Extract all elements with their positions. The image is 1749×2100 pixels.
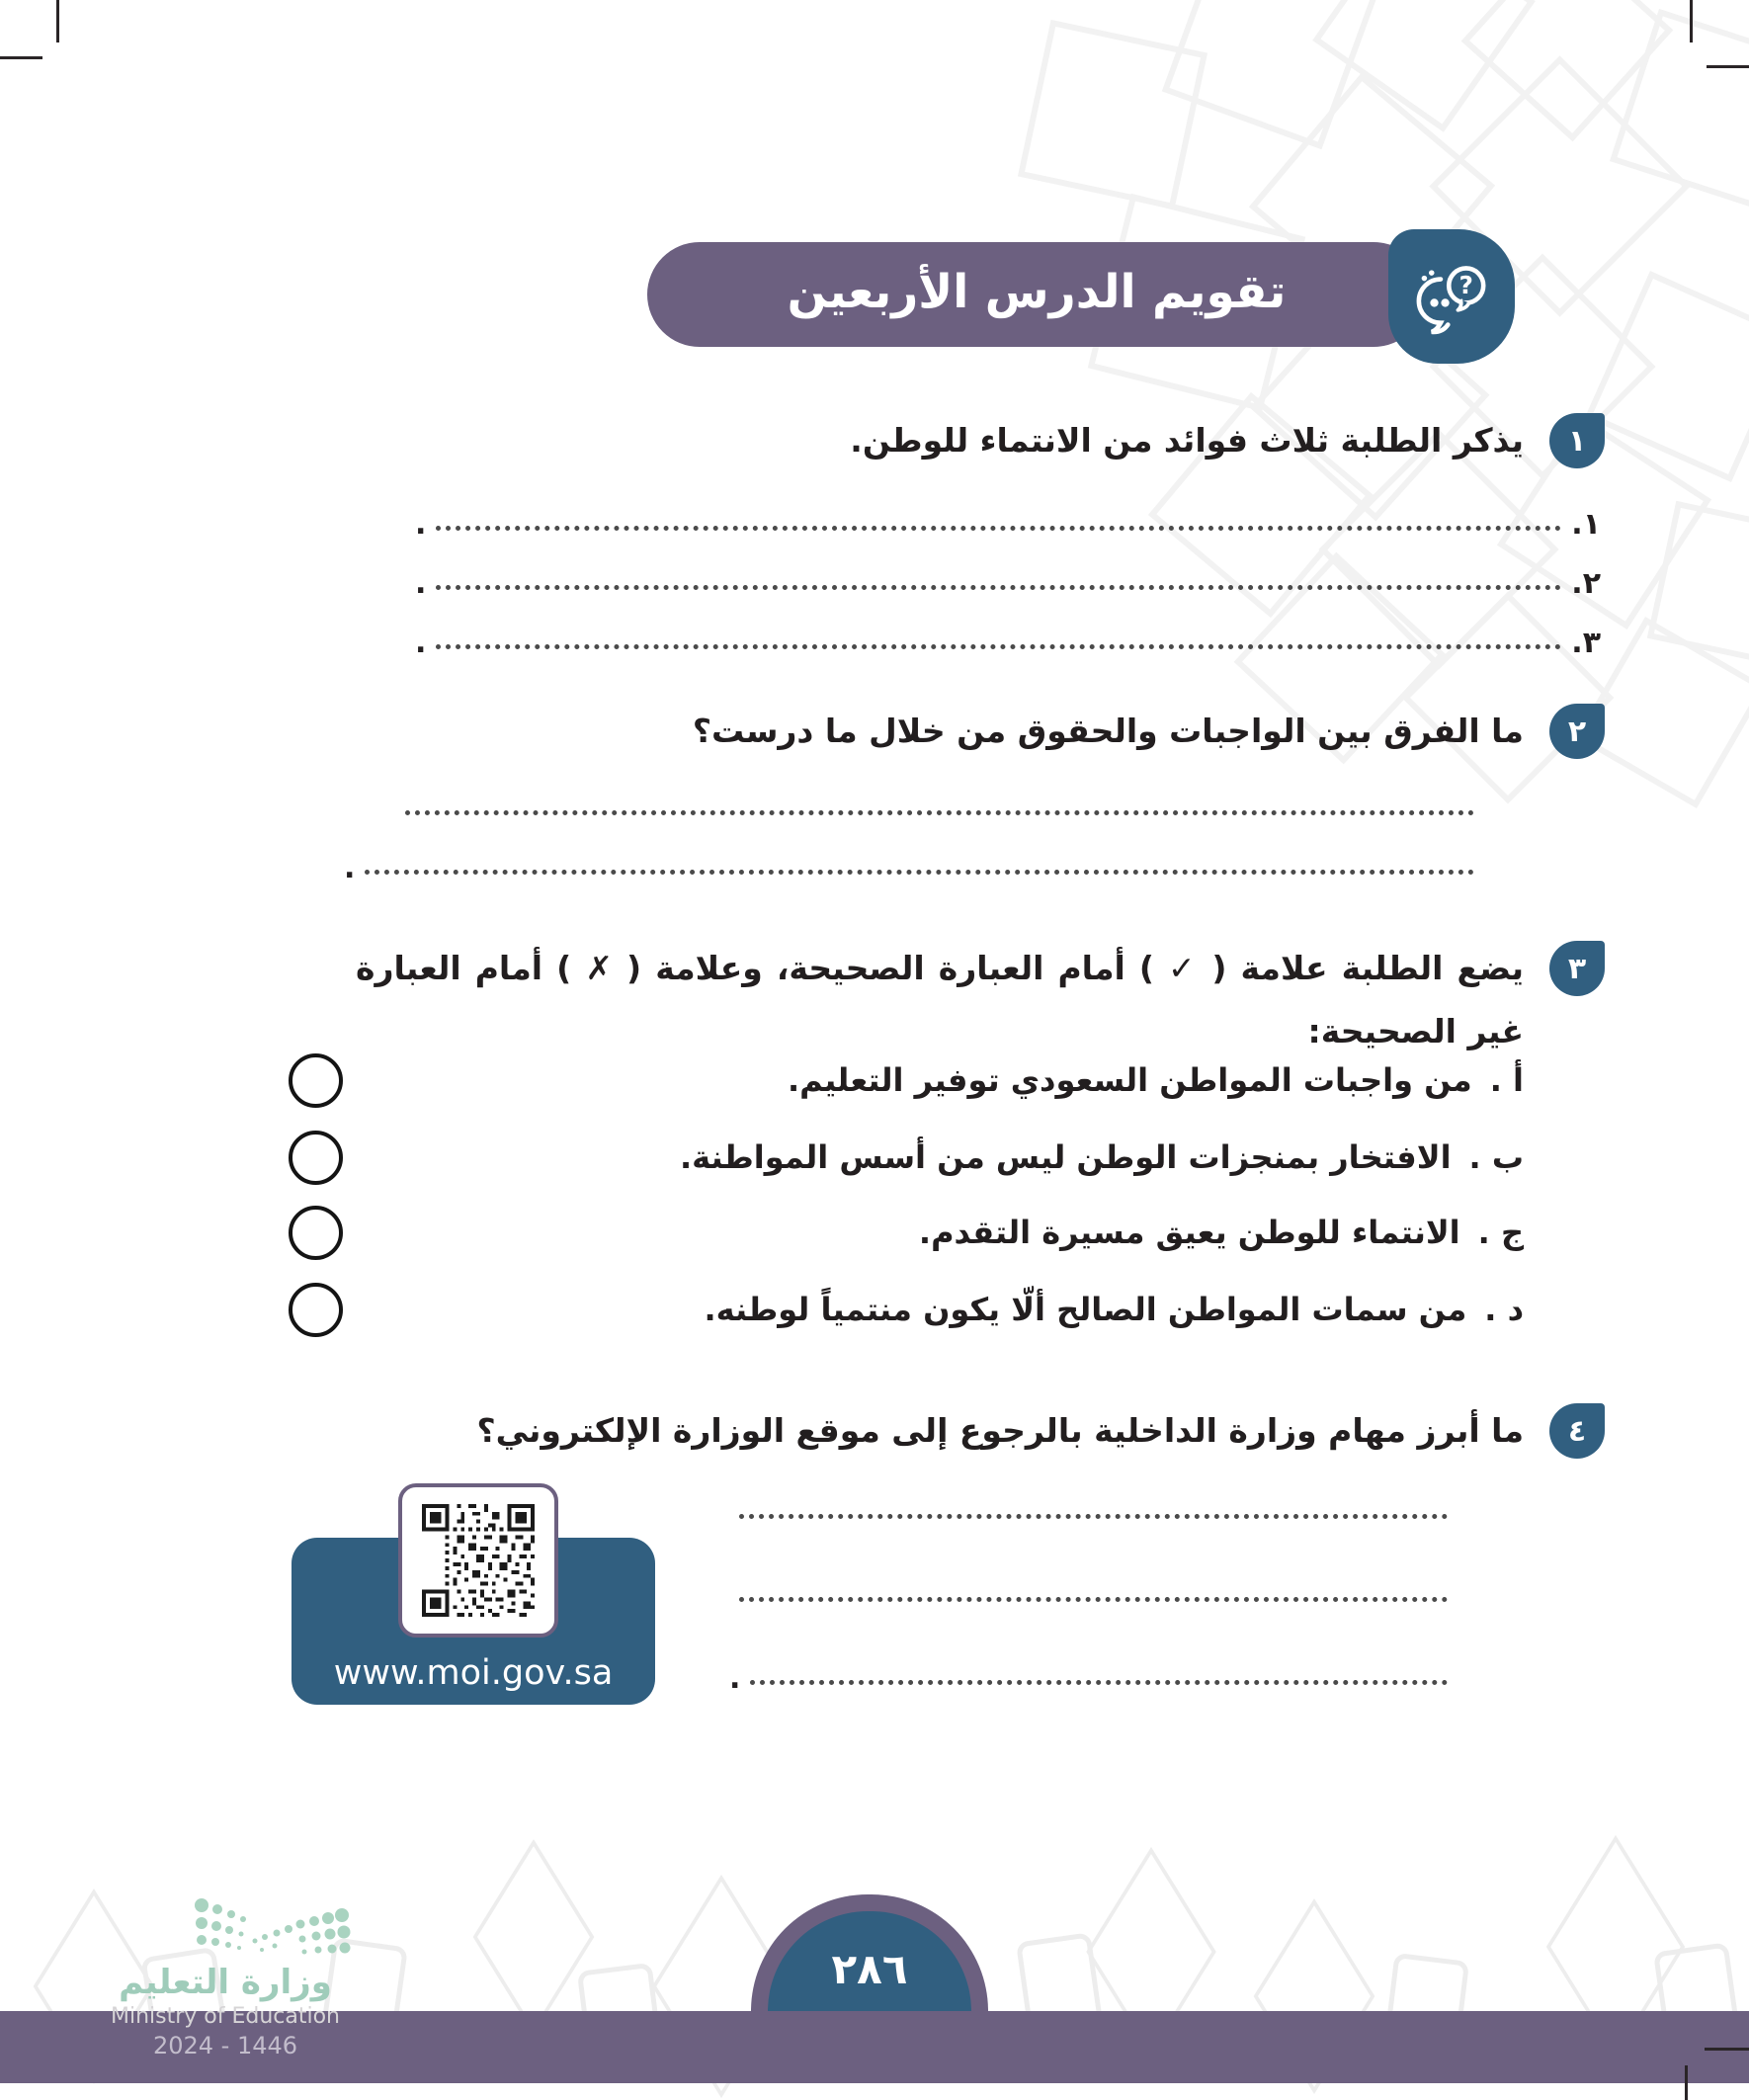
qr-link-block [292, 1477, 657, 1707]
crop-mark [56, 0, 59, 42]
question-4-number: ٤ [1567, 1413, 1587, 1449]
answer-line [395, 787, 1484, 824]
statement-text: من واجبات المواطن السعودي توفير التعليم. [787, 1061, 1472, 1099]
question-1-number: ١ [1567, 423, 1587, 459]
page-number: ٢٨٦ [831, 1945, 908, 1993]
ministry-name-arabic: وزارة التعليم [119, 1963, 332, 2002]
line-period: . [415, 626, 427, 660]
banner-title: تقويم الدرس الأربعين [787, 264, 1287, 319]
decor-diamond [473, 1839, 595, 2035]
question-2-text: ما الفرق بين الواجبات والحقوق من خلال ما درست؟ [692, 712, 1524, 750]
crop-mark [1685, 2065, 1688, 2100]
answer-line [729, 1573, 1458, 1611]
question-4-text: ما أبرز مهام وزارة الداخلية بالرجوع إلى موقع الوزارة الإلكتروني؟ [476, 1411, 1524, 1450]
statement-label: أ . [1489, 1061, 1524, 1099]
svg-text:?: ? [1458, 271, 1473, 300]
ministry-logo-dots [107, 1893, 383, 1963]
answer-line-number: ٢. [1571, 566, 1601, 601]
dotted-blank [750, 1680, 1448, 1685]
line-period: . [729, 1661, 741, 1696]
question-2-number: ٢ [1567, 714, 1587, 749]
lesson-evaluation-banner [647, 242, 1426, 347]
question-4-badge [1549, 1403, 1605, 1459]
statement-text: الانتماء للوطن يعيق مسيرة التقدم. [918, 1214, 1460, 1251]
dotted-blank [739, 1514, 1448, 1519]
answer-line [344, 846, 1484, 883]
line-period: . [415, 566, 427, 601]
answer-line [415, 561, 1601, 599]
ministry-name-english: Ministry of Education [110, 2004, 341, 2029]
question-1-text: يذكر الطلبة ثلاث فوائد من الانتماء للوطن. [850, 421, 1524, 460]
crop-mark [1705, 2048, 1749, 2051]
statement-label: ب . [1468, 1138, 1524, 1176]
qr-code [398, 1483, 558, 1638]
answer-line-number: ١. [1571, 507, 1601, 542]
statement-row-c [289, 1206, 1524, 1259]
answer-line [415, 502, 1601, 540]
statement-text: من سمات المواطن الصالح ألّا يكون منتمياً لوطنه. [704, 1291, 1467, 1328]
answer-line-number: ٣. [1571, 626, 1601, 660]
question-3-badge [1549, 941, 1605, 996]
question-3-number: ٣ [1567, 951, 1587, 986]
answer-circle[interactable] [289, 1283, 343, 1337]
statement-row-b [289, 1131, 1524, 1184]
question-3-text: يضع الطلبة علامة ( ✓ ) أمام العبارة الصحيحة، وعلامة ( ✗ ) أمام العبارة غير الصحيحة: [356, 949, 1524, 1050]
crop-mark [1690, 0, 1693, 42]
crop-mark [1707, 65, 1749, 68]
ministry-website-url: www.moi.gov.sa [333, 1653, 614, 1693]
answer-circle[interactable] [289, 1053, 343, 1108]
answer-line [415, 621, 1601, 658]
ministry-edition-years: 2024 - 1446 [152, 2032, 298, 2059]
chat-question-icon-glyph [1406, 251, 1497, 342]
dotted-blank [365, 870, 1474, 875]
statement-row-a [289, 1053, 1524, 1107]
answer-line [729, 1656, 1458, 1694]
line-period: . [344, 851, 356, 885]
dotted-blank [436, 644, 1561, 649]
answer-line [729, 1490, 1458, 1528]
ministry-logo [87, 1893, 383, 2061]
question-1-badge [1549, 413, 1605, 468]
dotted-blank [436, 585, 1561, 590]
statement-label: د . [1484, 1291, 1524, 1328]
answer-circle[interactable] [289, 1131, 343, 1185]
answer-circle[interactable] [289, 1206, 343, 1260]
statement-label: ج . [1477, 1214, 1524, 1251]
statement-row-d [289, 1283, 1524, 1336]
statement-text: الافتخار بمنجزات الوطن ليس من أسس المواطنة. [679, 1138, 1452, 1176]
question-2-badge [1549, 704, 1605, 759]
dotted-blank [405, 810, 1474, 815]
chat-question-icon [1388, 229, 1515, 364]
line-period: . [415, 507, 427, 542]
crop-mark [0, 56, 42, 59]
qr-code-pattern [414, 1496, 542, 1625]
dotted-blank [436, 526, 1561, 531]
dotted-blank [739, 1597, 1448, 1602]
